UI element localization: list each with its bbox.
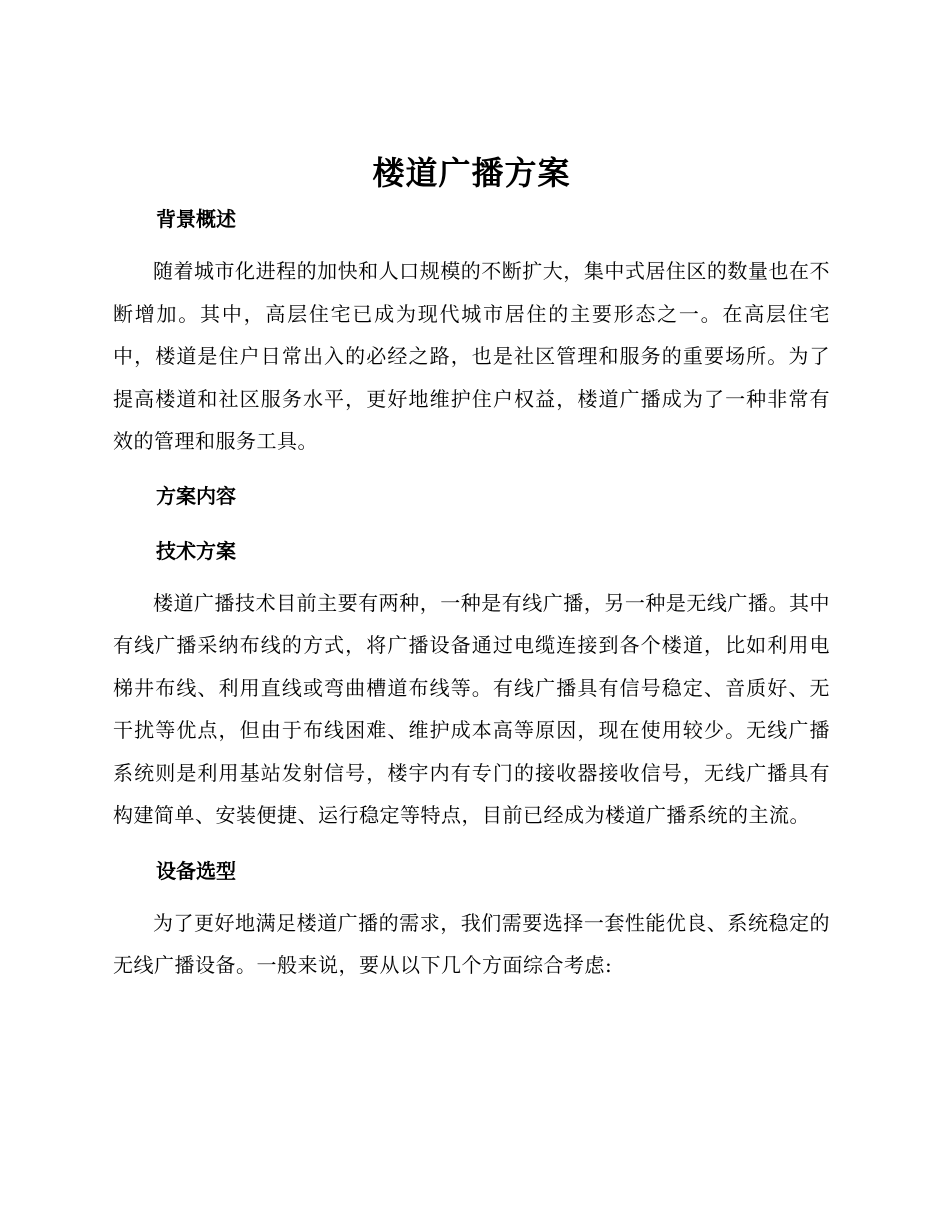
document-body	[113, 148, 830, 987]
paragraph-equipment-selection: 为了更好地满足楼道广播的需求，我们需要选择一套性能优良、系统稳定的无线广播设备。一般来说，要从以下几个方面综合考虑:	[113, 910, 830, 977]
paragraph-background: 随着城市化进程的加快和人口规模的不断扩大，集中式居住区的数量也在不断增加。其中，高层住宅已成为现代城市居住的主要形态之一。在高层住宅中，楼道是住户日常出入的必经之路，也是社区管理和服务的重要场所。为了提高楼道和社区服务水平，更好地维护住户权益，楼道广播成为了一种非常有效的管理和服务工具。	[113, 259, 830, 453]
section-heading-plan-content: 方案内容	[156, 483, 236, 508]
section-heading-equipment-selection: 设备选型	[156, 858, 236, 883]
section-heading-background: 背景概述	[156, 207, 236, 231]
document-title: 楼道广播方案	[372, 154, 571, 192]
paragraph-technical-plan: 楼道广播技术目前主要有两种，一种是有线广播，另一种是无线广播。其中有线广播采纳布线的方式，将广播设备通过电缆连接到各个楼道，比如利用电梯井布线、利用直线或弯曲槽道布线等。有线广播具有信号稳定、音质好、无干扰等优点，但由于布线困难、维护成本高等原因，现在使用较少。无线广播系统则是利用基站发射信号，楼宇内有专门的接收器接收信号，无线广播具有构建简单、安装便捷、运行稳定等特点，目前已经成为楼道广播系统的主流。	[113, 590, 830, 827]
section-heading-technical-plan: 技术方案	[156, 538, 236, 563]
